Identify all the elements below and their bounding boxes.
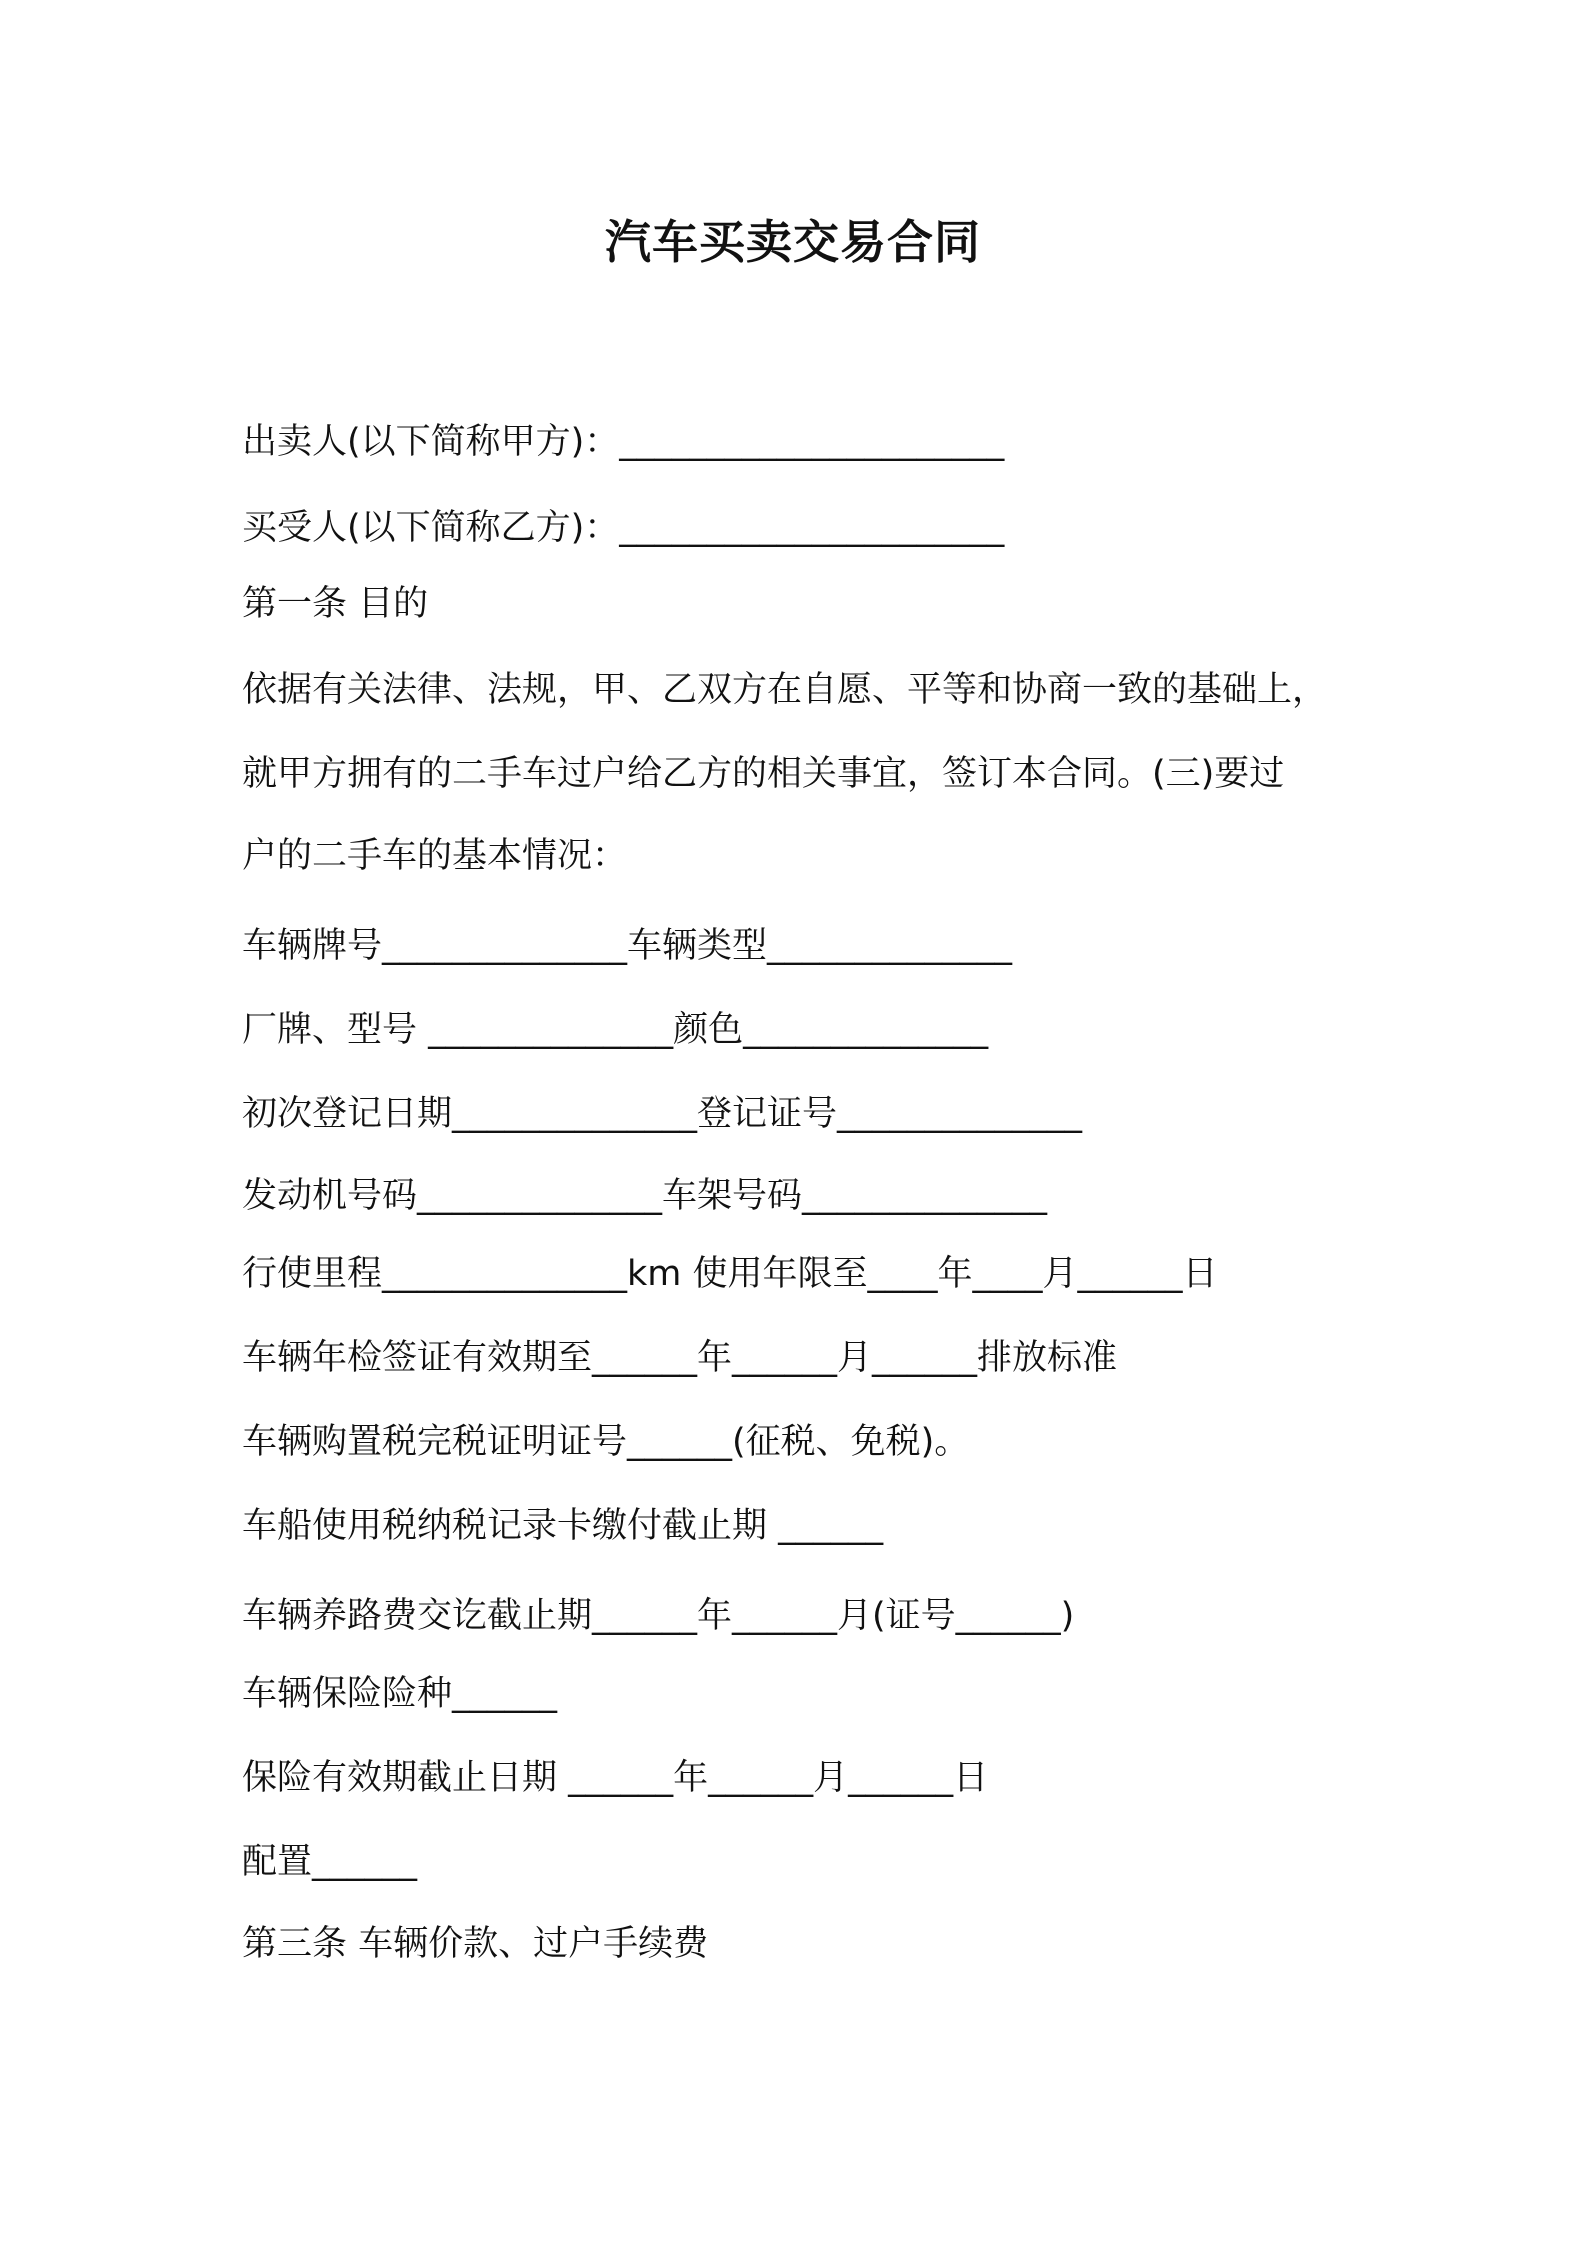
- field-mileage: 行使里程______________km 使用年限至____年____月______日: [242, 1254, 1218, 1294]
- seller-line: 出卖人(以下简称甲方)：______________________: [242, 422, 1005, 462]
- field-insurance-type: 车辆保险险种______: [242, 1674, 558, 1714]
- field-road-fee: 车辆养路费交讫截止期______年______月(证号______): [242, 1596, 1075, 1636]
- field-registration: 初次登记日期______________登记证号______________: [242, 1094, 1083, 1134]
- field-insurance-period: 保险有效期截止日期 ______年______月______日: [242, 1758, 989, 1798]
- field-brand-color: 厂牌、型号 ______________颜色______________: [242, 1010, 989, 1050]
- paragraph-line-3: 户的二手车的基本情况：: [242, 836, 628, 876]
- field-engine-frame: 发动机号码______________车架号码______________: [242, 1176, 1048, 1216]
- article-1-heading: 第一条 目的: [242, 584, 429, 624]
- field-configuration: 配置______: [242, 1842, 418, 1882]
- paragraph-line-1: 依据有关法律、法规，甲、乙双方在自愿、平等和协商一致的基础上，: [242, 670, 1328, 710]
- field-plate-type: 车辆牌号______________车辆类型______________: [242, 926, 1013, 966]
- paragraph-line-2: 就甲方拥有的二手车过户给乙方的相关事宜，签订本合同。(三)要过: [242, 754, 1285, 794]
- field-vessel-tax: 车船使用税纳税记录卡缴付截止期 ______: [242, 1506, 884, 1546]
- buyer-line: 买受人(以下简称乙方)：______________________: [242, 508, 1005, 548]
- field-purchase-tax: 车辆购置税完税证明证号______(征税、免税)。: [242, 1422, 970, 1462]
- field-inspection: 车辆年检签证有效期至______年______月______排放标准: [242, 1338, 1118, 1378]
- article-3-heading: 第三条 车辆价款、过户手续费: [242, 1924, 709, 1964]
- document-title: 汽车买卖交易合同: [605, 215, 981, 269]
